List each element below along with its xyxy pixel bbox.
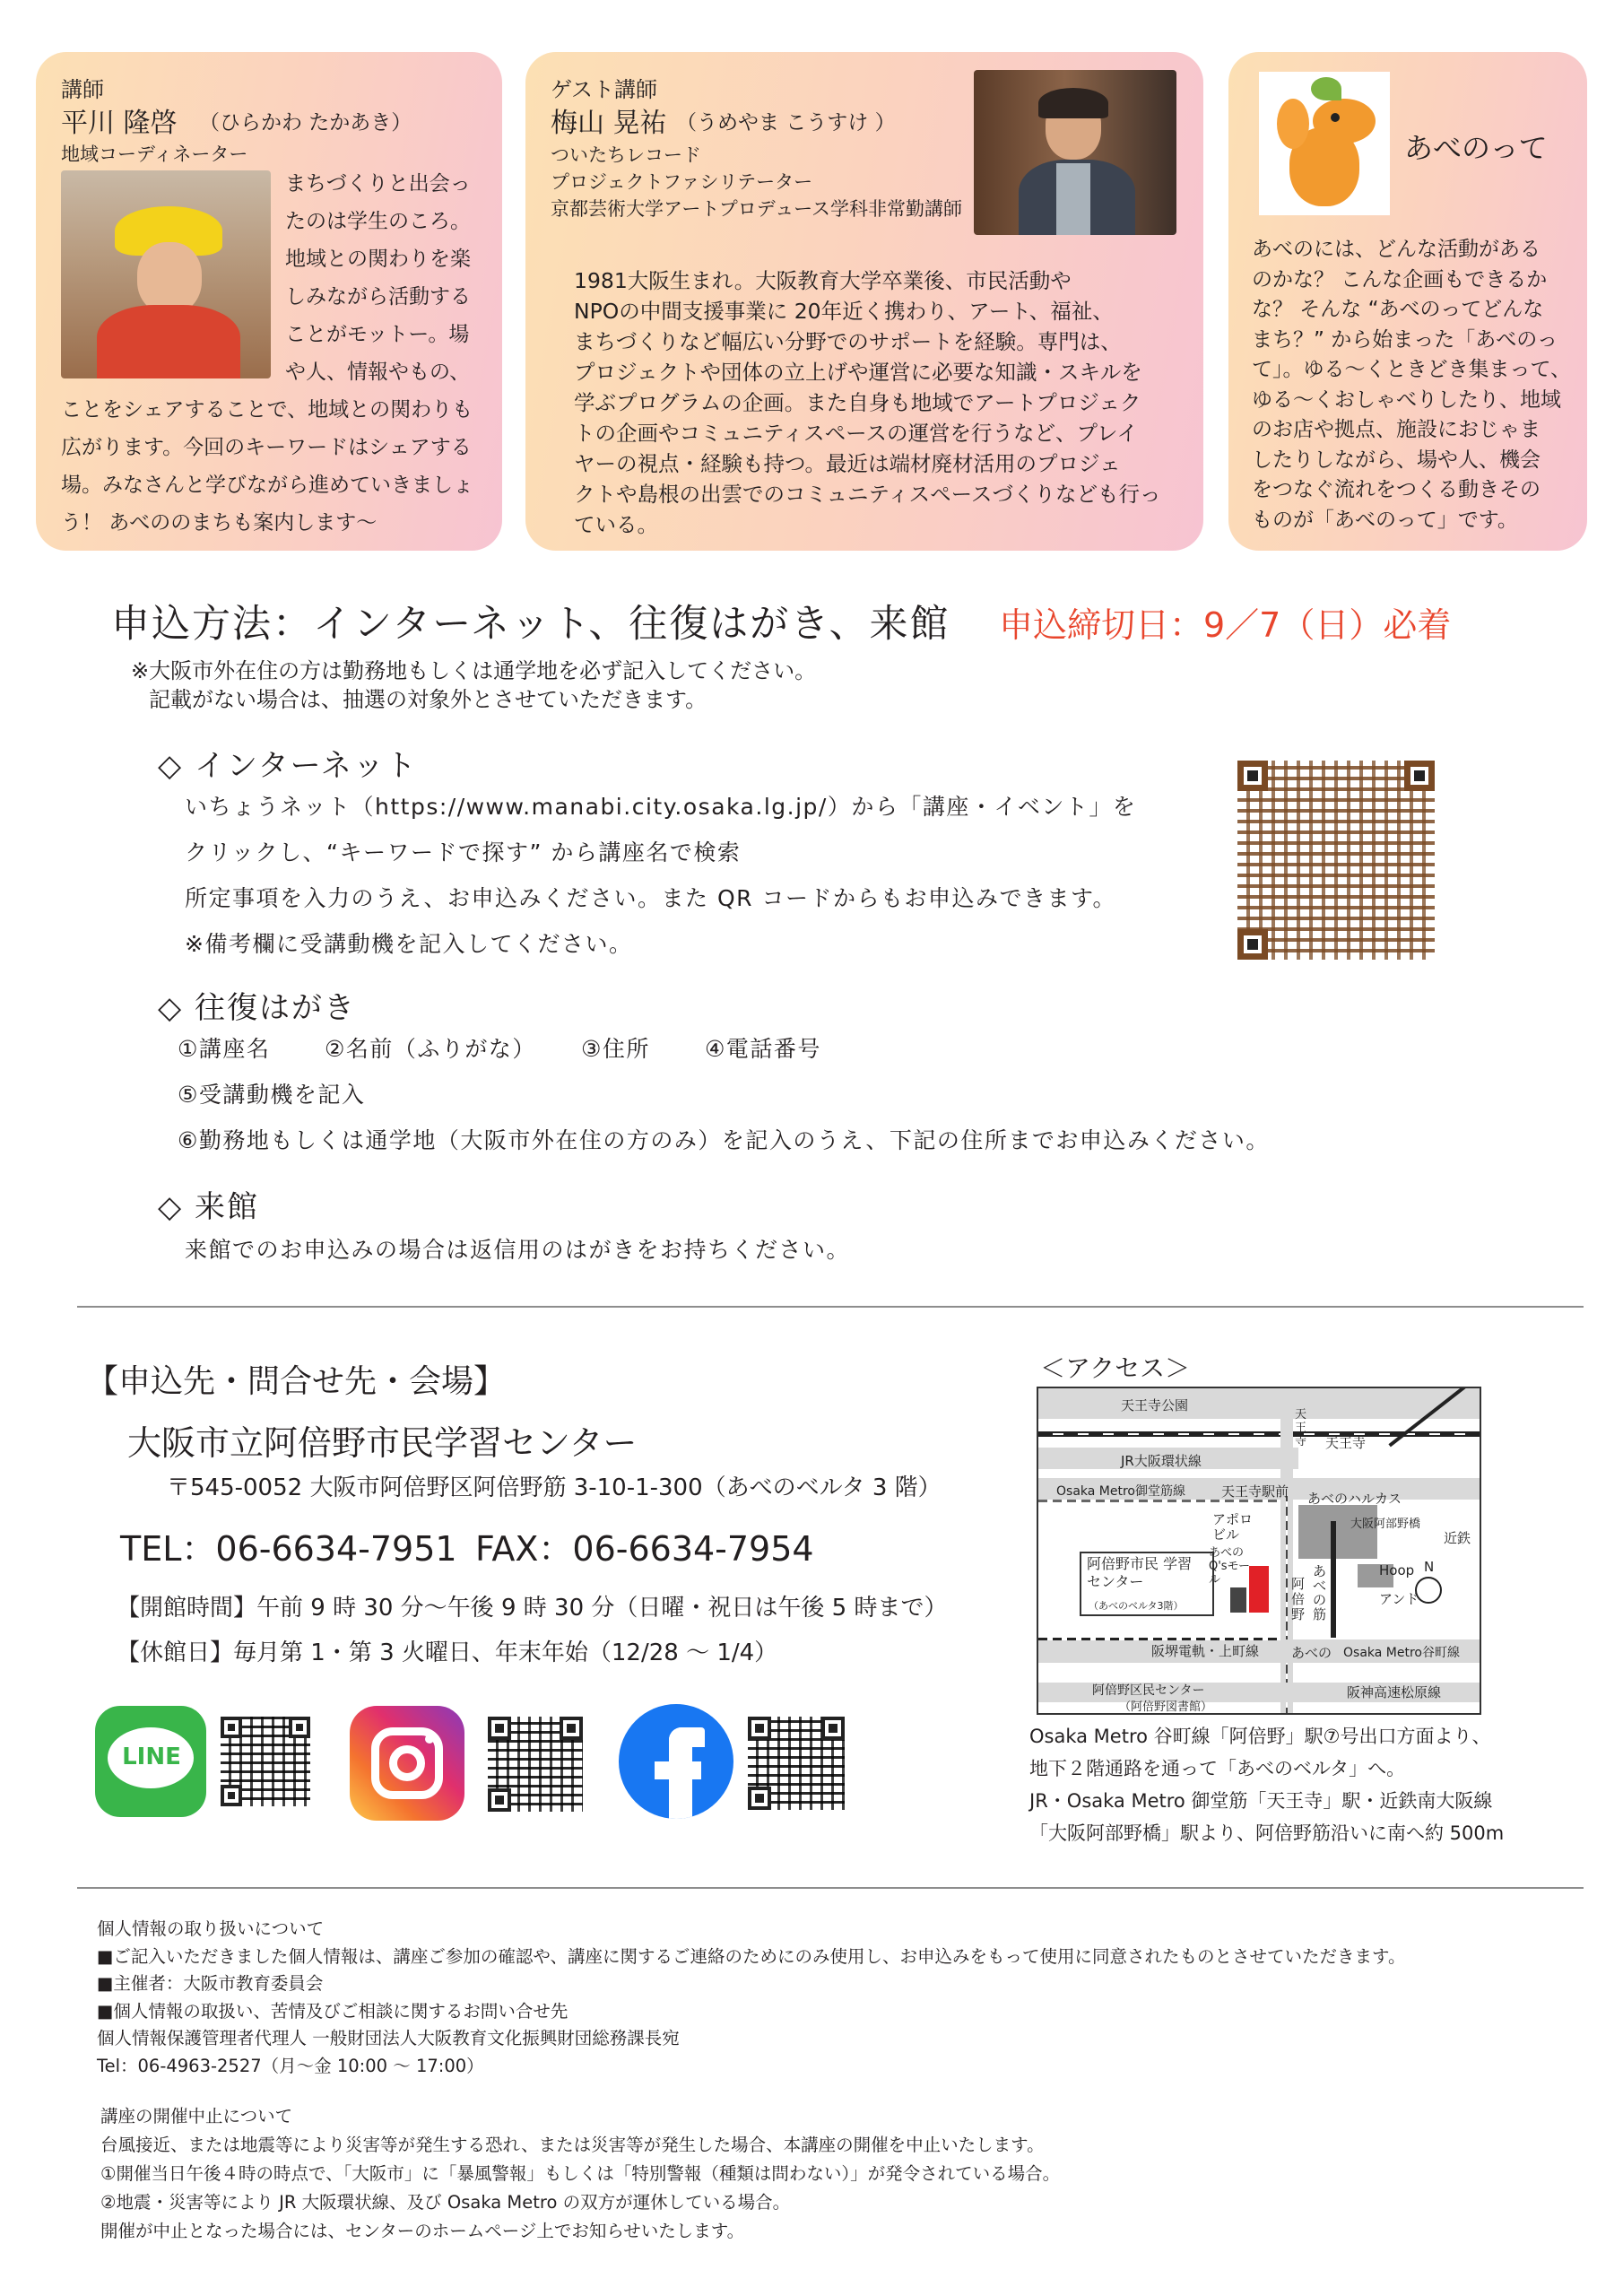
postcard-item-4: ④電話番号 [705, 1036, 821, 1062]
postcard-line-6: ⑥勤務地もしくは通学地（大阪市外在住の方のみ）を記入のうえ、下記の住所までお申込みください。 [178, 1127, 1270, 1153]
apply-note-2: 記載がない場合は、抽選の対象外とさせていただきます。 [149, 687, 707, 712]
postcard-line-5: ⑤受講動機を記入 [178, 1082, 366, 1108]
map-tennoji-2: 天王寺 [1325, 1435, 1367, 1451]
map-and: アンド [1379, 1591, 1419, 1607]
lecturer-bio-short: まちづくりと出会っ たのは学生のころ。 地域との関わりを楽 しみながら活動する ことがモットー。場 や人、情報やもの、 [285, 172, 471, 384]
venue-name: 大阪市立阿倍野市民学習センター [127, 1423, 638, 1463]
postcard-item-3: ③住所 [581, 1036, 650, 1062]
lecturer-kana: （ひらかわ たかあき） [199, 111, 412, 135]
map-ward: 阿倍野区民センター [1092, 1683, 1205, 1698]
map-apollo: アポロ ビル [1212, 1511, 1254, 1543]
abenotte-text: あべのには、どんな活動がある のかな？ こんな企画もできるか な？ そんな “あべのってどんな まち？” から始まった「あべのっ て」。ゆる～くときどき集まって、 ゆる～くおしゃべりしたり、地域 のお店や拠点、施設におじゃま したりしながら、場や人、機会 をつなぐ流れをつくる動きその ものが「あべのって」です。 [1252, 238, 1572, 532]
map-n-icon: N [1424, 1559, 1435, 1575]
map-kintetsu: 近鉄 [1444, 1530, 1471, 1546]
lecturer-role: 講師 [61, 77, 104, 102]
map-harukas: あべのハルカス [1307, 1491, 1402, 1507]
map-abenobashi: 大阪阿部野橋 [1350, 1518, 1421, 1531]
map-abenosuji: あべの筋 [1313, 1563, 1327, 1622]
map-tennoji-st: 天王寺駅前 [1221, 1483, 1289, 1500]
venue-closed: 【休館日】毎月第 1・第 3 火曜日、年末年始（12/28 ～ 1/4） [117, 1639, 778, 1666]
internet-lines: いちょうネット（https://www.manabi.city.osaka.lg.jp/）から「講座・イベント」を クリックし、“キーワードで探す” から講座名で検索 所定事項を入力のうえ、お申込みください。また QR コードからもお申込みできます。 ※備考欄に受講動機を記入してください。 [185, 794, 1137, 957]
facebook-icon[interactable] [619, 1704, 733, 1819]
apply-note-1: ※大阪市外在住の方は勤務地もしくは通学地を必ず記入してください。 [131, 658, 817, 683]
map-abeno-2: あべの [1291, 1645, 1332, 1661]
map-hoop: Hoop [1379, 1562, 1415, 1578]
privacy-notice: 個人情報の取り扱いについて ■ご記入いただきました個人情報は、講座ご参加の確認や、講座に関するご連絡のためにのみ使用し、お申込みをもって使用に同意されたものとさせていただきます。 ■主催者：大阪市教育委員会 ■個人情報の取扱い、苦情及びご相談に関するお問い合せ先 個人情報保護管理者代理人 一般財団法人大阪教育文化振興財団総務課長宛 Tel：06-4963-2527（月～金 10:00 ～ 17:00） [97, 1918, 1406, 2076]
visit-line: 来館でのお申込みの場合は返信用のはがきをお持ちください。 [185, 1237, 851, 1263]
map-tennoji: 天王寺 [1295, 1408, 1307, 1448]
postcard-item-2: ②名前（ふりがな） [325, 1036, 536, 1062]
access-map [1037, 1387, 1481, 1715]
map-library: （阿倍野図書館） [1119, 1700, 1213, 1714]
guest-titles: ついたちレコード プロジェクトファシリテーター 京都芸術大学アートプロデュース学科非常勤講師 [551, 144, 963, 220]
abenotte-mascot-icon [1259, 72, 1390, 215]
guest-bio: 1981大阪生まれ。大阪教育大学卒業後、市民活動や NPOの中間支援事業に 20年近く携わり、アート、福祉、 まちづくりなど幅広い分野でのサポートを経験。専門は、 プロジェクトや団体の立上げや運営に必要な知識・スキルを 学ぶプログラムの企画。また自身も地域でアートプロジェク トの企画やコミュニティスペースの運営を行うなど、プレイ ヤーの視点・経験も持つ。最近は端材廃材活用のプロジェ クトや島根の出雲でのコミュニティスペースづくりなども行っ ている。 [574, 268, 1161, 537]
postcard-heading: ◇ 往復はがき [158, 990, 356, 1026]
lecturer-bio-full: ことをシェアすることで、地域との関わりも 広がります。今回のキーワードはシェアする 場。みなさんと学びながら進めていきましょ う！ あべののまちも案内します～ [61, 398, 473, 535]
instagram-qr-code[interactable] [488, 1717, 583, 1812]
venue-hours: 【開館時間】午前 9 時 30 分～午後 9 時 30 分（日曜・祝日は午後 5 時まで） [117, 1595, 948, 1622]
apply-qr-code[interactable] [1237, 761, 1435, 960]
lecturer-photo [61, 170, 271, 378]
internet-heading: ◇ インターネット [158, 748, 418, 784]
access-directions: Osaka Metro 谷町線「阿倍野」駅⑦号出口方面より、 地下２階通路を通って「あべのベルタ」へ。 JR・Osaka Metro 御堂筋「天王寺」駅・近鉄南大阪線 「大阪阿部野橋」駅より、阿倍野筋沿いに南へ約 500m [1029, 1726, 1505, 1844]
instagram-icon[interactable] [350, 1706, 464, 1821]
cancel-notice: 講座の開催中止について 台風接近、または地震等により災害等が発生する恐れ、または災害等が発生した場合、本講座の開催を中止いたします。 ①開催当日午後４時の時点で、「大阪市」に「暴風警報」もしくは「特別警報（種類は問わない）」が発令されている場合。 ②地震・災害等により JR 大阪環状線、及び Osaka Metro の双方が運休している場合。 開催が中止となった場合には、センターのホームページ上でお知らせいたします。 [100, 2106, 1061, 2241]
map-tanimachi: Osaka Metro谷町線 [1343, 1646, 1460, 1660]
line-icon[interactable] [95, 1706, 206, 1817]
lecturer-name: 平川 隆啓 [61, 108, 178, 139]
divider-2 [77, 1887, 1584, 1889]
venue-heading: 【申込先・問合せ先・会場】 [86, 1363, 507, 1400]
map-center: 阿倍野市民 学習センター [1087, 1555, 1193, 1590]
map-qs: あべの Q'sモール [1209, 1546, 1251, 1587]
map-midosuji: Osaka Metro御堂筋線 [1056, 1484, 1185, 1499]
map-park: 天王寺公園 [1121, 1397, 1189, 1413]
map-hankai: 阪堺電軌・上町線 [1151, 1643, 1260, 1659]
access-title: ＜アクセス＞ [1040, 1353, 1191, 1383]
lecturer-title: 地域コーディネーター [61, 144, 248, 165]
venue-address: 〒545-0052 大阪市阿倍野区阿倍野筋 3-10-1-300（あべのベルタ 3 階） [167, 1474, 942, 1501]
venue-tel: TEL：06-6634-7951 [120, 1529, 457, 1569]
postcard-item-1: ①講座名 [178, 1036, 271, 1062]
divider-1 [77, 1306, 1584, 1308]
guest-name: 梅山 晃祐 [551, 108, 667, 139]
guest-photo [974, 70, 1176, 235]
guest-kana: （うめやま こうすけ ） [676, 111, 896, 135]
map-abeno-st: 阿倍野 [1291, 1576, 1306, 1622]
guest-role: ゲスト講師 [551, 77, 658, 102]
map-jr: JR大阪環状線 [1121, 1453, 1202, 1469]
line-qr-code[interactable] [221, 1717, 310, 1806]
facebook-qr-code[interactable] [748, 1717, 845, 1810]
deadline: 申込締切日：9／7（日）必着 [999, 605, 1452, 645]
map-center-sub: （あべのベルタ3階） [1089, 1600, 1184, 1612]
map-hanshin: 阪神高速松原線 [1347, 1684, 1442, 1700]
line-label: LINE [122, 1744, 181, 1770]
apply-heading: 申込方法：インターネット、往復はがき、来館 [111, 602, 950, 647]
venue-fax: FAX：06-6634-7954 [475, 1529, 814, 1569]
abenotte-title: あべのって [1404, 131, 1548, 165]
visit-heading: ◇ 来館 [158, 1189, 259, 1225]
